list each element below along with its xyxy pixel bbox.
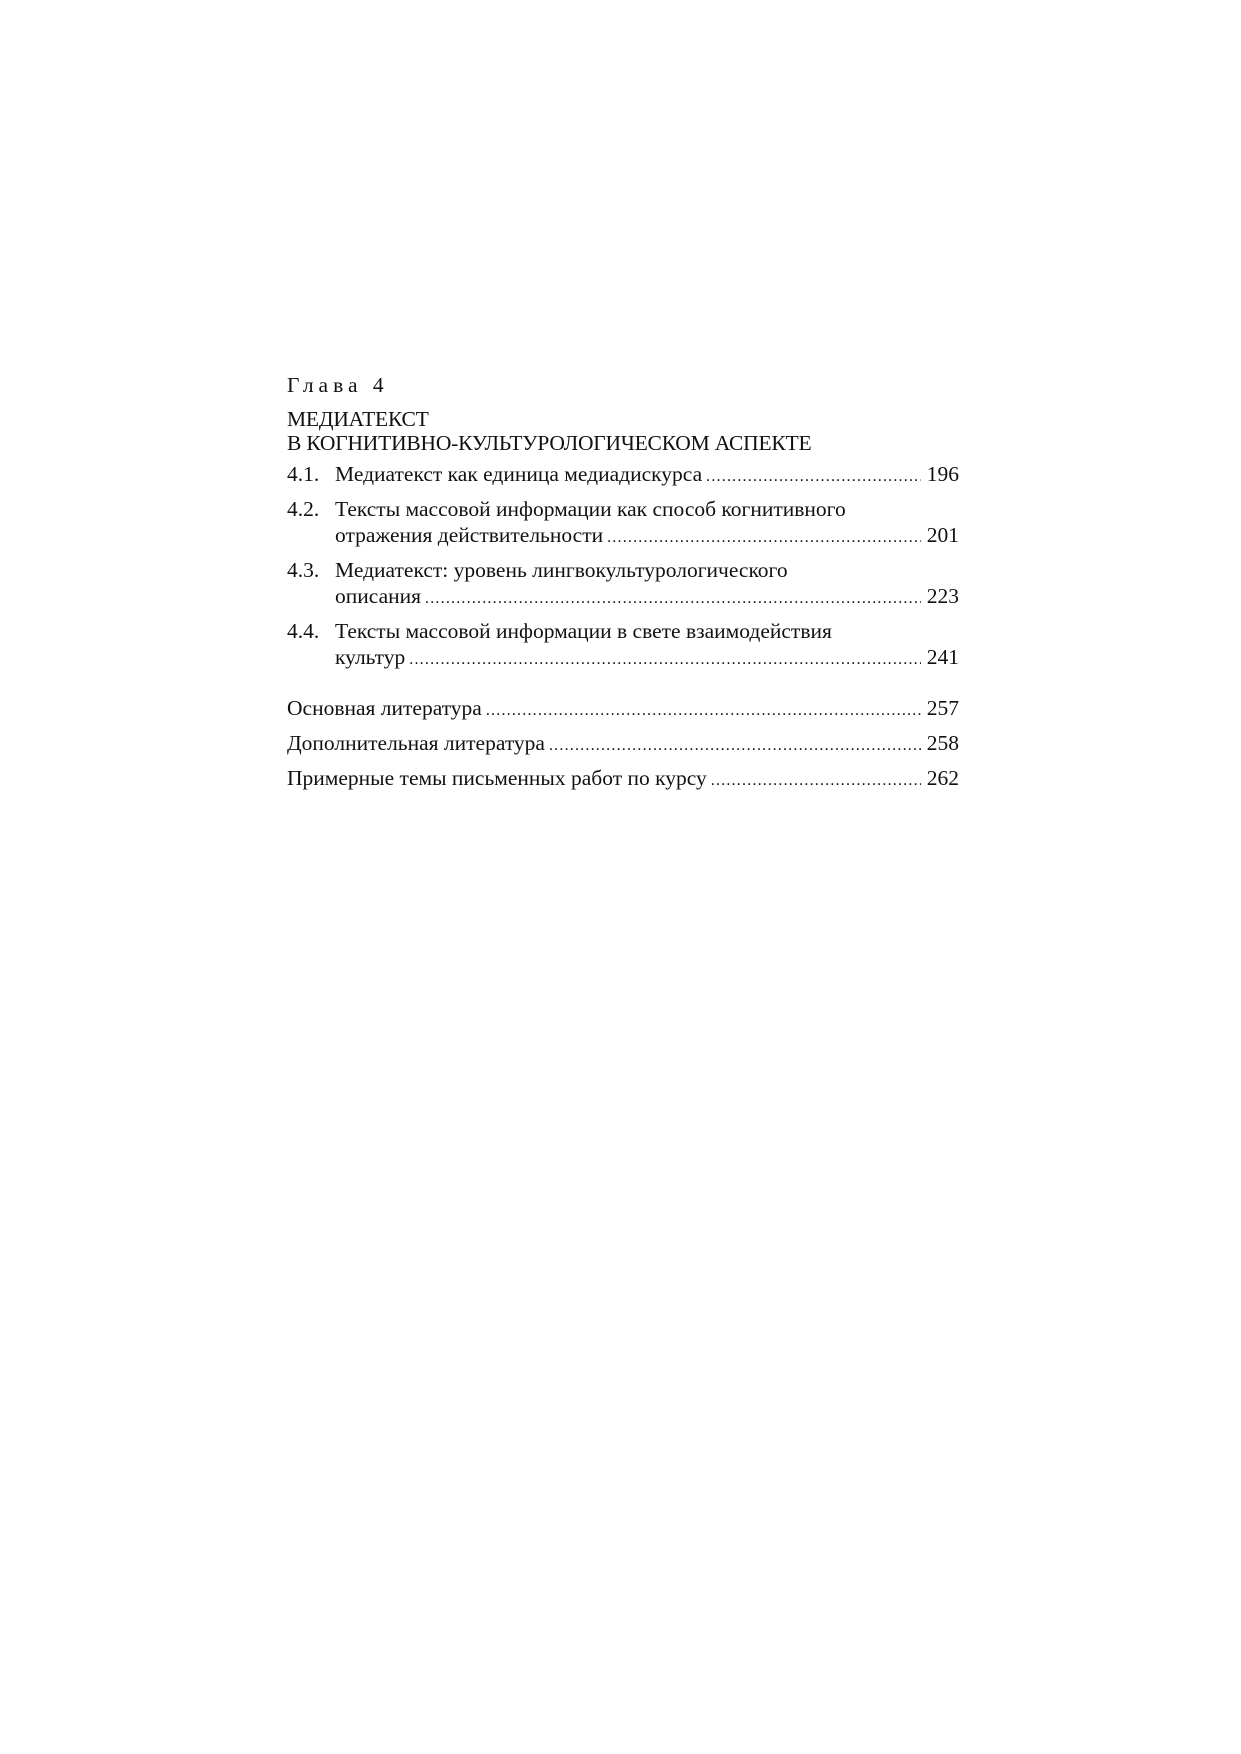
chapter-label: Глава 4 <box>287 373 389 397</box>
page-number: 257 <box>926 696 959 720</box>
toc-entry-main-literature <box>287 695 959 724</box>
page-number: 258 <box>926 731 959 755</box>
toc-entry-4-1 <box>287 461 959 490</box>
back-matter <box>287 695 959 794</box>
section-title: Медиатекст как единица медиадискурса <box>335 462 703 486</box>
section-title-line-1: Тексты массовой информации как способ когнитивного <box>335 497 846 521</box>
chapter-title <box>287 407 959 455</box>
section-title-line-2: отражения действительности <box>335 523 604 547</box>
section-number: 4.1. <box>287 462 320 486</box>
dot-leader <box>607 525 921 551</box>
toc-entry-4-4 <box>287 618 959 673</box>
dot-leader <box>425 586 921 612</box>
entry-title: Основная литература <box>287 696 482 720</box>
section-number: 4.2. <box>287 497 320 521</box>
dot-leader <box>549 733 921 759</box>
dot-leader <box>486 698 921 724</box>
page-number: 262 <box>926 766 959 790</box>
page-number: 196 <box>926 462 959 486</box>
toc-entry-additional-literature <box>287 730 959 759</box>
section-number: 4.3. <box>287 558 320 582</box>
entry-title: Дополнительная литература <box>287 731 545 755</box>
entry-title: Примерные темы письменных работ по курсу <box>287 766 707 790</box>
chapter-title-line-2: В КОГНИТИВНО-КУЛЬТУРОЛОГИЧЕСКОМ АСПЕКТЕ <box>287 431 812 455</box>
toc-entry-essay-topics <box>287 765 959 794</box>
dot-leader <box>706 464 921 490</box>
toc-entry-4-2 <box>287 496 959 551</box>
section-title-line-1: Тексты массовой информации в свете взаимодействия <box>335 619 832 643</box>
dot-leader <box>711 768 921 794</box>
page-number: 241 <box>926 645 959 669</box>
section-title-line-1: Медиатекст: уровень лингвокультурологического <box>335 558 788 582</box>
section-number: 4.4. <box>287 619 320 643</box>
section-title-line-2: описания <box>335 584 422 608</box>
page-number: 223 <box>926 584 959 608</box>
toc-entry-4-3 <box>287 557 959 612</box>
dot-leader <box>409 647 920 673</box>
chapter-title-line-1: МЕДИАТЕКСТ <box>287 407 429 431</box>
page-number: 201 <box>926 523 959 547</box>
section-title-line-2: культур <box>335 645 406 669</box>
table-of-contents <box>287 372 959 794</box>
